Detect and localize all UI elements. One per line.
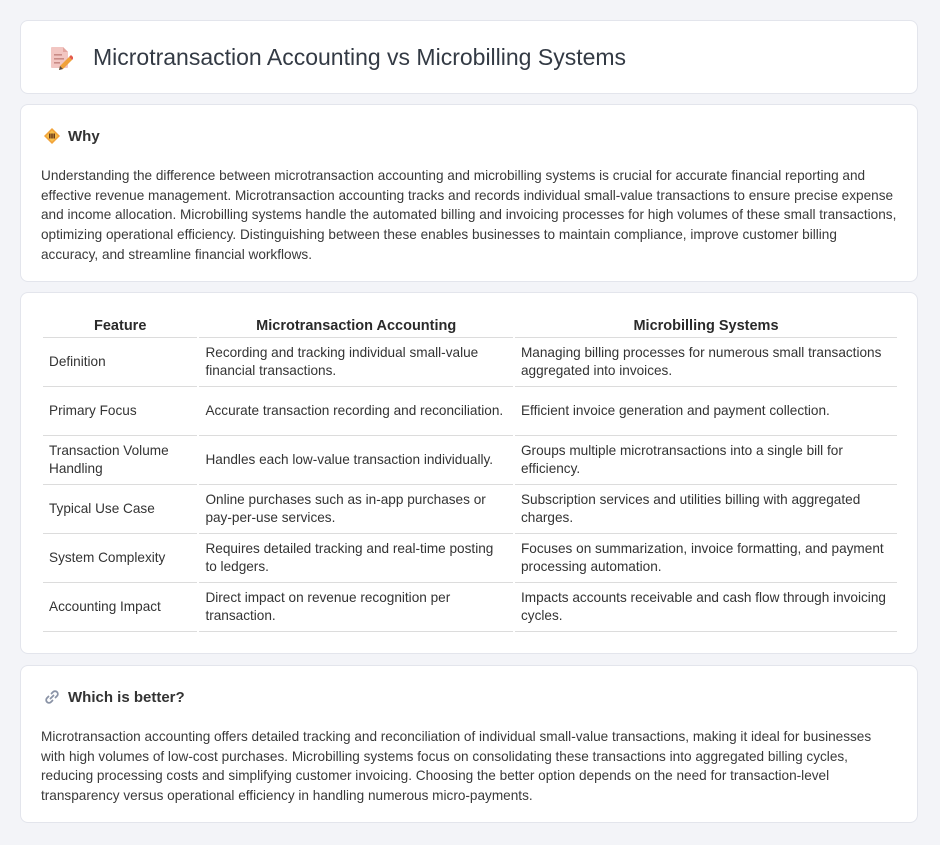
warning-diamond-icon [43, 127, 61, 145]
table-header-row [43, 315, 897, 338]
page-title: Microtransaction Accounting vs Microbilling Systems [93, 43, 627, 70]
table-row [43, 338, 897, 387]
title-row [21, 21, 917, 93]
which-better-text: Microtransaction accounting offers detailed tracking and reconciliation of individual small-value transactions, making it ideal for businesses with high volumes of low-cost purchases. Microbilling systems focus on consolidating these transactions into aggregated billing cycles, reducing processing costs and simplifying customer invoicing. Choosing the better option depends on the need for transaction-level transparency versus operational efficiency in handling numerous micro-payments. [41, 729, 872, 804]
table-row [43, 485, 897, 534]
which-better-header [43, 688, 185, 706]
accounting-cell: Handles each low-value transaction individually. [199, 436, 513, 485]
why-text: Understanding the difference between microtransaction accounting and microbilling systems is crucial for accurate financial reporting and effective revenue management. Microtransaction accounting tracks and records individual small-value transactions to ensure precise expense and income allocation. Microbilling systems handle the automated billing and invoicing processes for high volumes of these small transactions, optimizing operational efficiency. Distinguishing between these enables businesses to maintain compliance, improve customer billing accuracy, and streamline financial workflows. [41, 168, 897, 262]
comparison-section [20, 292, 918, 654]
comparison-table [41, 315, 899, 632]
feature-cell: System Complexity [43, 534, 197, 583]
feature-cell: Accounting Impact [43, 583, 197, 632]
which-better-section [20, 665, 918, 823]
document-pencil-icon [47, 44, 73, 70]
billing-cell: Efficient invoice generation and payment collection. [515, 387, 897, 436]
table-row [43, 387, 897, 436]
feature-cell: Typical Use Case [43, 485, 197, 534]
table-row [43, 583, 897, 632]
accounting-cell: Accurate transaction recording and reconciliation. [199, 387, 513, 436]
feature-cell: Primary Focus [43, 387, 197, 436]
feature-cell: Definition [43, 338, 197, 387]
billing-cell: Groups multiple microtransactions into a single bill for efficiency. [515, 436, 897, 485]
accounting-cell: Online purchases such as in-app purchases or pay-per-use services. [199, 485, 513, 534]
why-section [20, 104, 918, 282]
why-header [43, 127, 100, 145]
billing-cell: Impacts accounts receivable and cash flow through invoicing cycles. [515, 583, 897, 632]
billing-cell: Managing billing processes for numerous small transactions aggregated into invoices. [515, 338, 897, 387]
feature-cell: Transaction Volume Handling [43, 436, 197, 485]
why-title: Why [68, 127, 100, 145]
billing-cell: Subscription services and utilities billing with aggregated charges. [515, 485, 897, 534]
accounting-cell: Direct impact on revenue recognition per transaction. [199, 583, 513, 632]
header-microbilling-systems: Microbilling Systems [515, 315, 897, 338]
table-row [43, 534, 897, 583]
header-microtransaction-accounting: Microtransaction Accounting [199, 315, 513, 338]
accounting-cell: Recording and tracking individual small-value financial transactions. [199, 338, 513, 387]
billing-cell: Focuses on summarization, invoice formatting, and payment processing automation. [515, 534, 897, 583]
table-row [43, 436, 897, 485]
link-icon [43, 688, 61, 706]
accounting-cell: Requires detailed tracking and real-time posting to ledgers. [199, 534, 513, 583]
header-feature: Feature [43, 315, 197, 338]
which-better-title: Which is better? [68, 688, 185, 706]
title-card [20, 20, 918, 94]
